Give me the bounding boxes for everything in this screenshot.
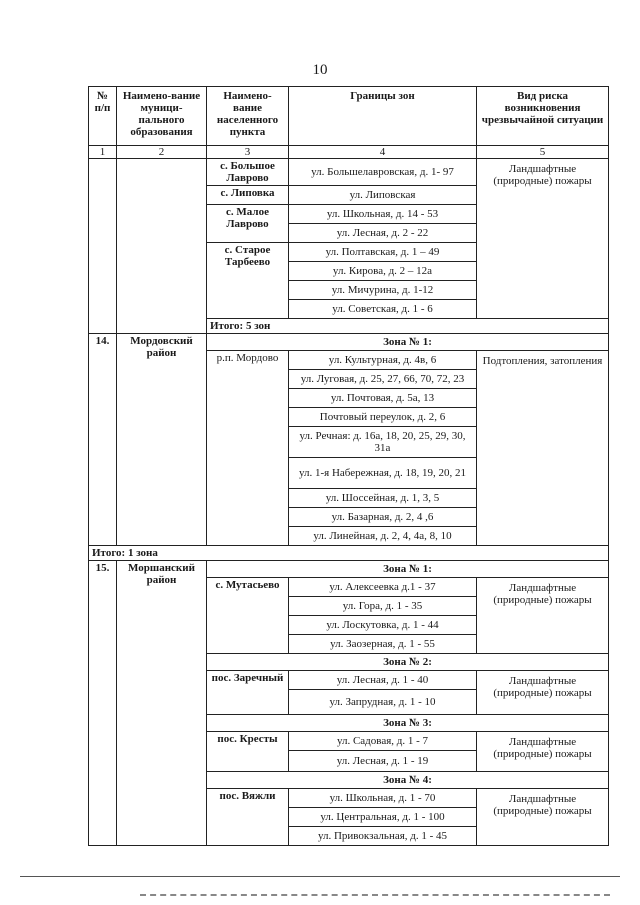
header-risk: Вид риска возникновения чрезвычайной ситуации <box>477 87 609 146</box>
risk-cell: Ландшафтные (природные) пожары <box>477 159 609 319</box>
settlement-cell: р.п. Мордово <box>207 351 289 546</box>
street-cell: ул. Садовая, д. 1 - 7 <box>289 732 477 751</box>
street-cell: ул. Базарная, д. 2, 4 ,6 <box>289 508 477 527</box>
zone-label: Зона № 3: <box>207 715 609 732</box>
risk-cell: Ландшафтные (природные) пожары <box>477 578 609 654</box>
zone-label: Зона № 2: <box>207 654 609 671</box>
total-row <box>89 546 609 561</box>
row-num-cell: 15. <box>89 561 117 846</box>
settlement-cell: пос. Кресты <box>207 732 289 772</box>
risk-cell: Ландшафтные (природные) пожары <box>477 732 609 772</box>
settlement-cell: с. Малое Лаврово <box>207 205 289 243</box>
col-number: 5 <box>477 146 609 159</box>
street-cell: ул. Почтовая, д. 5а, 13 <box>289 389 477 408</box>
street-cell: ул. Привокзальная, д. 1 - 45 <box>289 827 477 846</box>
street-cell: ул. Школьная, д. 1 - 70 <box>289 789 477 808</box>
municipality-cell <box>117 159 207 334</box>
table-row <box>89 159 609 186</box>
page-number: 10 <box>312 62 328 78</box>
settlement-cell: с. Большое Лаврово <box>207 159 289 186</box>
street-cell: ул. Лесная, д. 1 - 19 <box>289 751 477 772</box>
table-row <box>89 334 609 351</box>
col-number: 3 <box>207 146 289 159</box>
risk-cell: Ландшафтные (природные) пожары <box>477 671 609 715</box>
municipality-cell: Моршанский район <box>117 561 207 846</box>
row-num-cell <box>89 159 117 334</box>
street-cell: ул. Лесная, д. 1 - 40 <box>289 671 477 690</box>
zone-label: Зона № 1: <box>207 561 609 578</box>
street-cell: Почтовый переулок, д. 2, 6 <box>289 408 477 427</box>
street-cell: ул. Советская, д. 1 - 6 <box>289 300 477 319</box>
street-cell: ул. Шоссейная, д. 1, 3, 5 <box>289 489 477 508</box>
street-cell: ул. Большелавровская, д. 1- 97 <box>289 159 477 186</box>
street-cell: ул. 1-я Набережная, д. 18, 19, 20, 21 <box>289 458 477 489</box>
street-cell: ул. Мичурина, д. 1-12 <box>289 281 477 300</box>
street-cell: ул. Кирова, д. 2 – 12а <box>289 262 477 281</box>
settlement-cell: пос. Заречный <box>207 671 289 715</box>
risk-cell: Ландшафтные (природные) пожары <box>477 789 609 846</box>
column-numbers-row <box>89 146 609 159</box>
settlement-cell: пос. Вяжли <box>207 789 289 846</box>
header-num: № п/п <box>89 87 117 146</box>
street-cell: ул. Лесная, д. 2 - 22 <box>289 224 477 243</box>
col-number: 1 <box>89 146 117 159</box>
street-cell: ул. Культурная, д. 4в, 6 <box>289 351 477 370</box>
footer-rule <box>20 876 620 877</box>
total-label: Итого: 1 зона <box>89 546 609 561</box>
street-cell: ул. Школьная, д. 14 - 53 <box>289 205 477 224</box>
footer-dash <box>140 894 610 896</box>
risk-cell: Подтопления, затопления <box>477 351 609 546</box>
street-cell: ул. Речная: д. 16а, 18, 20, 25, 29, 30, 31а <box>289 427 477 458</box>
settlement-cell: с. Мутасьево <box>207 578 289 654</box>
street-cell: ул. Липовская <box>289 186 477 205</box>
street-cell: ул. Запрудная, д. 1 - 10 <box>289 690 477 715</box>
header-boundaries: Границы зон <box>289 87 477 146</box>
zone-label: Зона № 4: <box>207 772 609 789</box>
municipality-cell: Мордовский район <box>117 334 207 546</box>
header-municipality: Наимено-вание муници-пального образования <box>117 87 207 146</box>
street-cell: ул. Алексеевка д.1 - 37 <box>289 578 477 597</box>
street-cell: ул. Центральная, д. 1 - 100 <box>289 808 477 827</box>
street-cell: ул. Луговая, д. 25, 27, 66, 70, 72, 23 <box>289 370 477 389</box>
street-cell: ул. Полтавская, д. 1 – 49 <box>289 243 477 262</box>
zones-table <box>88 86 609 846</box>
street-cell: ул. Гора, д. 1 - 35 <box>289 597 477 616</box>
street-cell: ул. Заозерная, д. 1 - 55 <box>289 635 477 654</box>
settlement-cell: с. Липовка <box>207 186 289 205</box>
street-cell: ул. Лоскутовка, д. 1 - 44 <box>289 616 477 635</box>
total-label: Итого: 5 зон <box>207 319 609 334</box>
col-number: 2 <box>117 146 207 159</box>
header-row <box>89 87 609 146</box>
col-number: 4 <box>289 146 477 159</box>
street-cell: ул. Линейная, д. 2, 4, 4а, 8, 10 <box>289 527 477 546</box>
table-row <box>89 561 609 578</box>
header-settlement: Наимено-вание населенного пункта <box>207 87 289 146</box>
zone-label: Зона № 1: <box>207 334 609 351</box>
settlement-cell: с. Старое Тарбеево <box>207 243 289 319</box>
row-num-cell: 14. <box>89 334 117 546</box>
